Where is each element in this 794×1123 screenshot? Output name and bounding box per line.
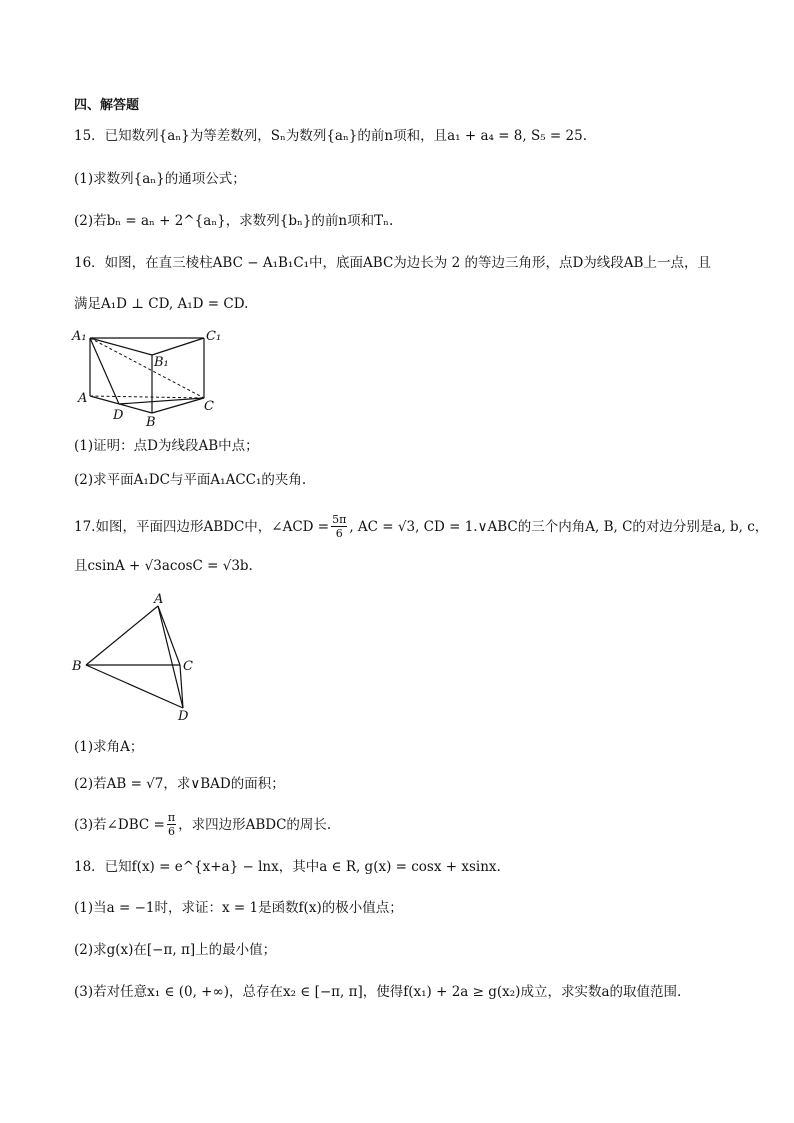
q18-part3: (3)若对任意x₁ ∈ (0, +∞)，总存在x₂ ∈ [−π, π]，使得f(x₁) + 2a ≥ g(x₂)成立，求实数a的取值范围.	[74, 984, 682, 1000]
hidden-segment-A1C	[90, 338, 204, 398]
label-C1: C₁	[206, 329, 222, 344]
q17-stem-line2: 且csinA + √3acosC = √3b.	[74, 558, 253, 574]
q17-part1: (1)求角A；	[74, 739, 144, 755]
q17-part3-fraction-num: π	[167, 811, 176, 824]
q17-part2: (2)若AB = √7，求∨BAD的面积；	[74, 776, 285, 792]
segment-BD	[86, 665, 183, 708]
label-A1: A₁	[72, 329, 87, 344]
q17-stem-part-a: 17.如图，平面四边形ABDC中，∠ACD =	[74, 518, 330, 535]
q16-stem-line2: 满足A₁D ⊥ CD, A₁D = CD.	[74, 296, 249, 312]
q17-stem-line1	[74, 513, 768, 540]
q17-fraction-den: 6	[335, 527, 343, 540]
label-D: D	[113, 408, 124, 423]
q16-part2: (2)求平面A₁DC与平面A₁ACC₁的夹角.	[74, 472, 307, 488]
q15-part1: (1)求数列{aₙ}的通项公式；	[74, 171, 246, 187]
label-B: B	[72, 659, 82, 674]
label-C: C	[204, 399, 214, 414]
segment-AD	[158, 606, 183, 708]
prism-figure	[70, 322, 230, 432]
q18-stem: 18．已知f(x) = e^{x+a} − lnx，其中a ∈ R, g(x) = cosx + xsinx.	[74, 859, 501, 875]
segment-AC	[158, 606, 180, 665]
quadrilateral-figure	[70, 590, 210, 725]
q17-part3-fraction-den: 6	[167, 825, 175, 838]
label-A: A	[154, 592, 164, 607]
q17-part3-fraction	[167, 811, 176, 838]
q18-part1: (1)当a = −1时，求证：x = 1是函数f(x)的极小值点；	[74, 900, 403, 916]
q17-stem-part-b: , AC = √3, CD = 1.∨ABC的三个内角A, B, C的对边分别是a, b, c，	[349, 518, 769, 535]
hidden-edge-AC	[90, 396, 204, 398]
label-B1: B₁	[154, 355, 169, 370]
segment-BA	[86, 606, 158, 665]
section-title: 四、解答题	[74, 98, 140, 113]
q16-stem-line1: 16．如图，在直三棱柱ABC − A₁B₁C₁中，底面ABC为边长为 2 的等边三角形，点D为线段AB上一点，且	[74, 255, 711, 271]
label-A: A	[78, 391, 88, 406]
segment-A1D	[90, 338, 119, 404]
label-B: B	[146, 415, 156, 430]
label-D: D	[178, 709, 189, 724]
q17-part3	[74, 811, 331, 838]
q16-part1: (1)证明：点D为线段AB中点；	[74, 438, 259, 454]
q17-fraction-num: 5π	[332, 513, 347, 526]
q15-stem: 15．已知数列{aₙ}为等差数列，Sₙ为数列{aₙ}的前n项和，且a₁ + a₄ = 8, S₅ = 25.	[74, 128, 587, 144]
edge-B1C1	[152, 338, 204, 355]
q17-part3-a: (3)若∠DBC =	[74, 816, 165, 833]
q18-part2: (2)求g(x)在[−π, π]上的最小值；	[74, 942, 277, 958]
q17-part3-b: ，求四边形ABDC的周长.	[178, 816, 332, 833]
q15-part2: (2)若bₙ = aₙ + 2^{aₙ}，求数列{bₙ}的前n项和Tₙ.	[74, 213, 394, 229]
label-C: C	[183, 659, 193, 674]
segment-DC	[119, 398, 204, 404]
q17-fraction	[331, 513, 347, 540]
edge-A1B1	[90, 338, 152, 355]
